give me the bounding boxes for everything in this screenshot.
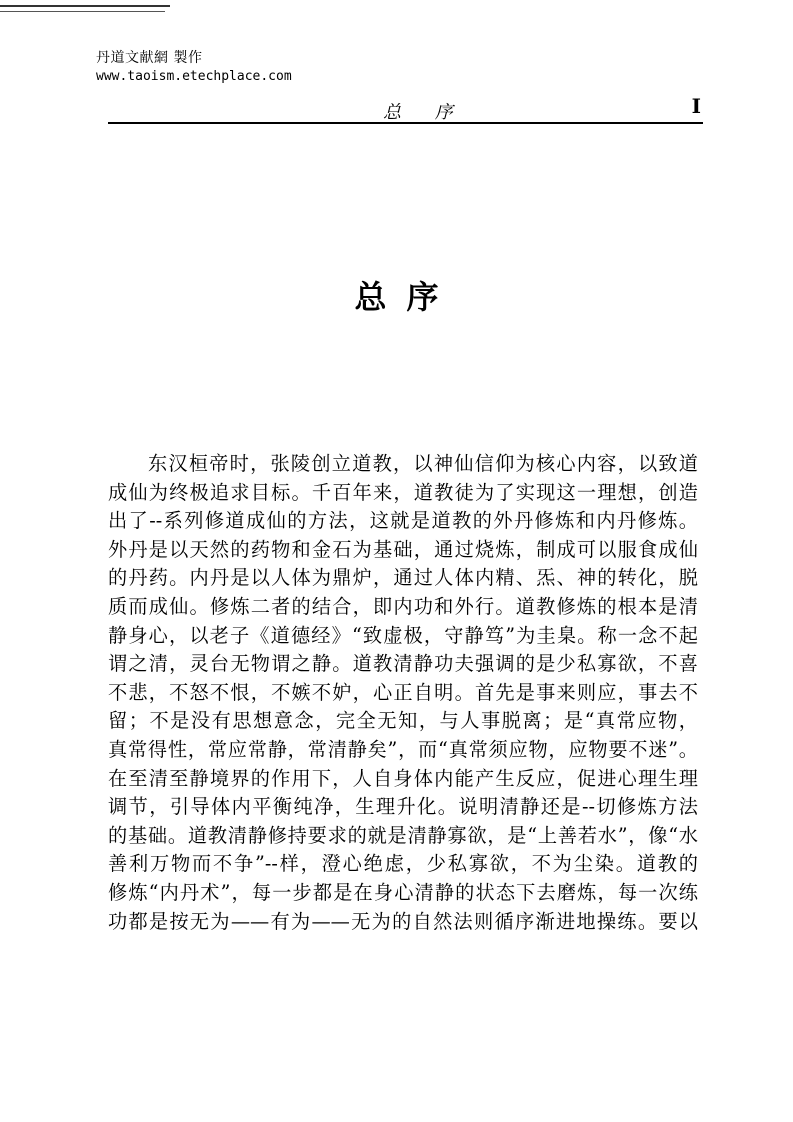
running-header [108, 94, 703, 124]
page-number: I [691, 94, 701, 118]
body-line: 留；不是没有思想意念，完全无知，与人事脱离；是“真常应物， [108, 709, 698, 733]
body-line: 质而成仙。修炼二者的结合，即内功和外行。道教修炼的根本是清 [108, 594, 698, 618]
body-line: 出了--系列修道成仙的方法，这就是道教的外丹修炼和内丹修炼。 [108, 509, 698, 533]
body-line: 外丹是以天然的药物和金石为基础，通过烧炼，制成可以服食成仙 [108, 537, 698, 561]
body-line: 真常得性，常应常静，常清静矣”，而“真常须应物，应物要不迷”。 [108, 737, 698, 761]
body-line: 谓之清，灵台无物谓之静。道教清静功夫强调的是少私寡欲，不喜 [108, 652, 698, 676]
body-text [108, 450, 698, 936]
body-line: 在至清至静境界的作用下，人自身体内能产生反应，促进心理生理 [108, 766, 698, 790]
watermark-site-url: www.taoism.etechplace.com [96, 69, 292, 84]
body-line: 成仙为终极追求目标。千百年来，道教徒为了实现这一理想，创造 [108, 480, 698, 504]
body-line: 东汉桓帝时，张陵创立道教，以神仙信仰为核心内容，以致道 [148, 452, 698, 475]
watermark [96, 50, 292, 86]
watermark-site-name: 丹道文献網 製作 [96, 50, 203, 66]
scan-edge-rule-secondary [0, 11, 165, 12]
body-line: 的丹药。内丹是以人体为鼎炉，通过人体内精、炁、神的转化，脱 [108, 566, 698, 590]
body-line: 的基础。道教清静修持要求的就是清静寡欲，是“上善若水”，像“水 [108, 823, 698, 847]
body-line: 静身心，以老子《道德经》“致虚极，守静笃”为圭臬。称一念不起 [108, 623, 698, 647]
body-line: 功都是按无为——有为——无为的自然法则循序渐进地操练。要以 [108, 909, 698, 933]
body-line: 调节，引导体内平衡纯净，生理升化。说明清静还是--切修炼方法 [108, 795, 698, 819]
body-line: 不悲，不怒不恨，不嫉不妒，心正自明。首先是事来则应，事去不 [108, 680, 698, 704]
body-line: 善利万物而不争”--样，澄心绝虑，少私寡欲，不为尘染。道教的 [108, 852, 698, 876]
body-line: 修炼“内丹术”，每一步都是在身心清静的状态下去磨炼，每一次练 [108, 880, 698, 904]
running-title: 总 序 [383, 102, 467, 123]
scan-edge-rule [0, 5, 170, 7]
chapter-title: 总序 [354, 278, 459, 316]
